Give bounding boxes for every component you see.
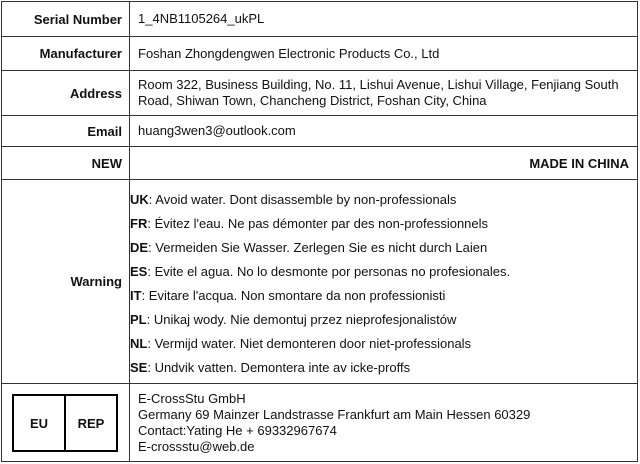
warning-code: UK xyxy=(130,191,149,207)
warning-row xyxy=(2,180,638,384)
warning-code: ES xyxy=(130,263,148,279)
email-row xyxy=(2,116,638,147)
warning-item-es xyxy=(130,260,637,284)
address-value xyxy=(130,71,638,116)
eu-rep-symbol-rep: REP xyxy=(64,396,116,450)
product-label-table xyxy=(1,1,638,462)
new-row xyxy=(2,147,638,180)
eu-rep-symbol-cell xyxy=(2,384,130,462)
warning-text: : Undvik vatten. Demontera inte av icke-proffs xyxy=(147,359,411,375)
warning-text: : Vermijd water. Niet demonteren door niet-professionals xyxy=(147,335,472,351)
new-label: NEW xyxy=(2,147,130,180)
warning-item-uk xyxy=(130,188,637,212)
warning-code: SE xyxy=(130,359,148,375)
warning-code: FR xyxy=(130,215,148,231)
warning-text: : Unikaj wody. Nie demontuj przez nieprofesjonalistów xyxy=(146,311,457,327)
manufacturer-label: Manufacturer xyxy=(2,37,130,71)
made-in-value: MADE IN CHINA xyxy=(130,147,638,180)
manufacturer-row xyxy=(2,37,638,71)
address-label: Address xyxy=(2,71,130,116)
warning-list xyxy=(130,180,638,384)
warning-code: DE xyxy=(130,239,149,255)
eu-rep-row xyxy=(2,384,638,462)
warning-item-fr xyxy=(130,212,637,236)
warning-label: Warning xyxy=(2,180,130,384)
address-row xyxy=(2,71,638,116)
serial-number-row xyxy=(2,2,638,37)
warning-text: : Vermeiden Sie Wasser. Zerlegen Sie es nicht durch Laien xyxy=(148,239,488,255)
email-label: Email xyxy=(2,116,130,147)
warning-item-nl xyxy=(130,332,637,356)
address-line: Room 322, Business Building, No. 11, Lishui Avenue, Lishui Village, Fenjiang South xyxy=(138,77,619,92)
eu-rep-address: Germany 69 Mainzer Landstrasse Frankfurt am Main Hessen 60329 xyxy=(138,406,531,422)
warning-code: PL xyxy=(130,311,147,327)
warning-item-se xyxy=(130,356,637,380)
warning-item-de xyxy=(130,236,637,260)
warning-code: IT xyxy=(130,287,142,303)
serial-number-value: 1_4NB1105264_ukPL xyxy=(130,2,638,37)
eu-rep-company: E-CrossStu GmbH xyxy=(138,390,246,406)
manufacturer-value: Foshan Zhongdengwen Electronic Products Co., Ltd xyxy=(130,37,638,71)
warning-code: NL xyxy=(130,335,148,351)
eu-rep-contact: Contact:Yating He + 69332967674 xyxy=(138,422,337,438)
eu-rep-symbol xyxy=(12,394,118,452)
warning-item-it xyxy=(130,284,637,308)
address-line: Road, Shiwan Town, Chancheng District, Foshan City, China xyxy=(138,93,487,108)
eu-rep-email: E-crossstu@web.de xyxy=(138,438,255,454)
warning-text: : Evite el agua. No lo desmonte por personas no profesionales. xyxy=(147,263,511,279)
warning-text: : Avoid water. Dont disassemble by non-professionals xyxy=(148,191,457,207)
warning-text: : Évitez l'eau. Ne pas démonter par des non-professionnels xyxy=(147,215,489,231)
warning-item-pl xyxy=(130,308,637,332)
eu-rep-details xyxy=(130,384,638,462)
serial-number-label: Serial Number xyxy=(2,2,130,37)
warning-text: : Evitare l'acqua. Non smontare da non professionisti xyxy=(141,287,446,303)
email-value: huang3wen3@outlook.com xyxy=(130,116,638,147)
eu-rep-symbol-eu: EU xyxy=(29,415,49,431)
